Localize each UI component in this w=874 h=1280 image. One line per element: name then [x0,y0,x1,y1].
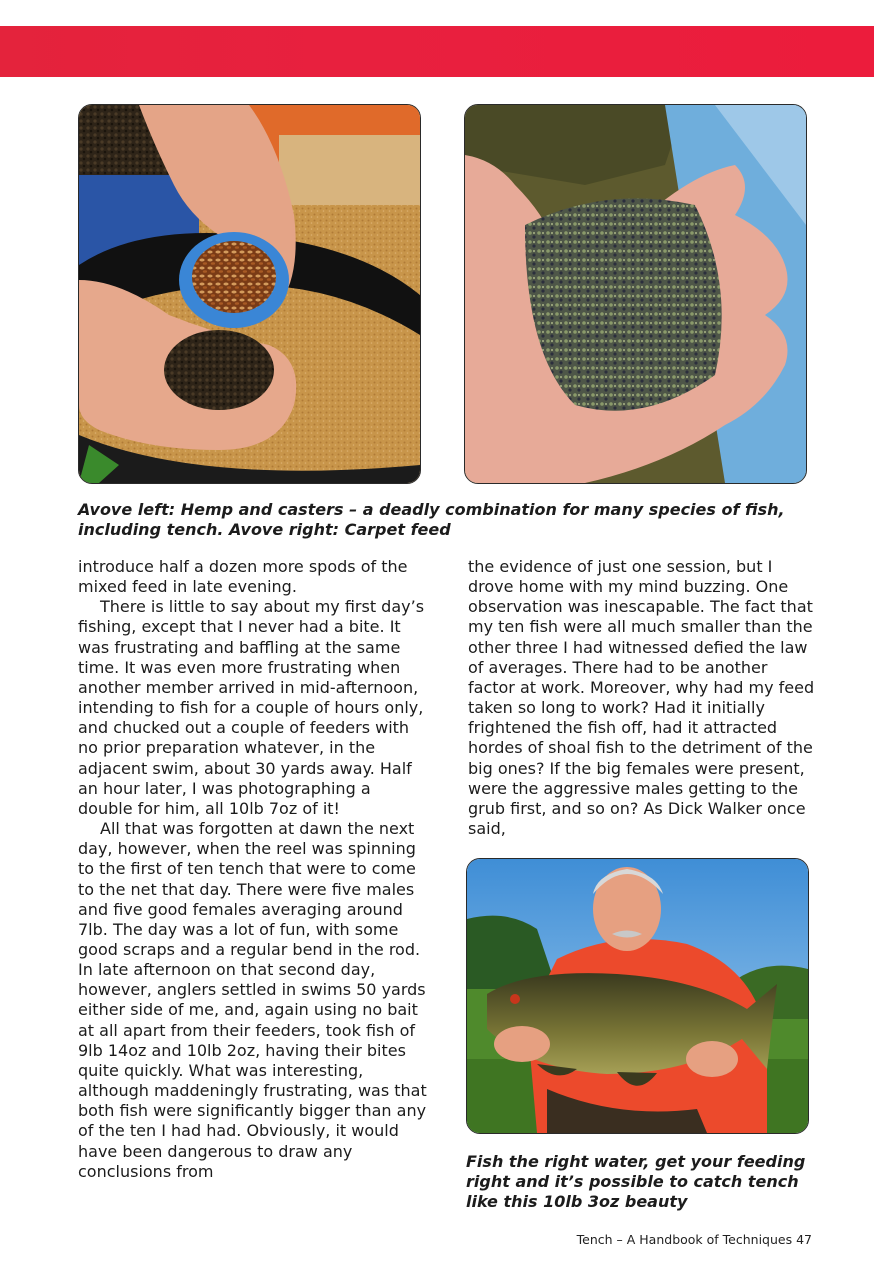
photo-angler-with-tench [466,858,809,1134]
paragraph: All that was forgotten at dawn the next day, however, when the reel was spinning to the first of ten tench that were to come to the net that day. There were five males and five good females averaging around 7lb. The day was a lot of fun, with some good scraps and a regular bend in the rod. In late afternoon on that second day, however, anglers settled in swims 50 yards either side of me, and, again using no bait at all apart from their feeders, took fish of 9lb 14oz and 10lb 2oz, having their bites quite quickly. What was interesting, although maddeningly frustrating, was that both fish were significantly bigger than any of the ten I had had. Obviously, it would have been dangerous to draw any conclusions from [78,819,427,1181]
top-banner [0,26,874,77]
photo-hemp-and-casters [78,104,421,484]
article-column-left [78,557,428,1182]
paragraph: the evidence of just one session, but I drove home with my mind buzzing. One observation was inescapable. The fact that my ten fish were all much smaller than the other three I had witnessed defied the law of averages. There had to be another factor at work. Moreover, why had my feed taken so long to work? Had it initially frightened the fish off, had it attracted hordes of shoal fish to the detriment of the big ones? If the big females were present, were the aggressive males getting to the grub first, and so on? As Dick Walker once said, [468,557,815,839]
paragraph: There is little to say about my first day’s fishing, except that I never had a bite. It was frustrating and baffling at the same time. It was even more frustrating when another member arrived in mid-afternoon, intending to fish for a couple of hours only, and chucked out a couple of feeders with no prior preparation whatever, in the adjacent swim, about 30 yards away. Half an hour later, I was photographing a double for him, all 10lb 7oz of it! [78,597,425,818]
article-column-right [468,557,818,839]
running-footer: Tench – A Handbook of Techniques 47 [576,1232,812,1247]
caption-tench-photo: Fish the right water, get your feeding right and it’s possible to catch tench like this 10lb 3oz beauty [466,1152,806,1211]
paragraph: introduce half a dozen more spods of the mixed feed in late evening. [78,557,408,597]
caption-top-photos: Avove left: Hemp and casters – a deadly combination for many species of fish, including tench. Avove right: Carpet feed [78,500,785,539]
photo-carpet-feed [464,104,807,484]
